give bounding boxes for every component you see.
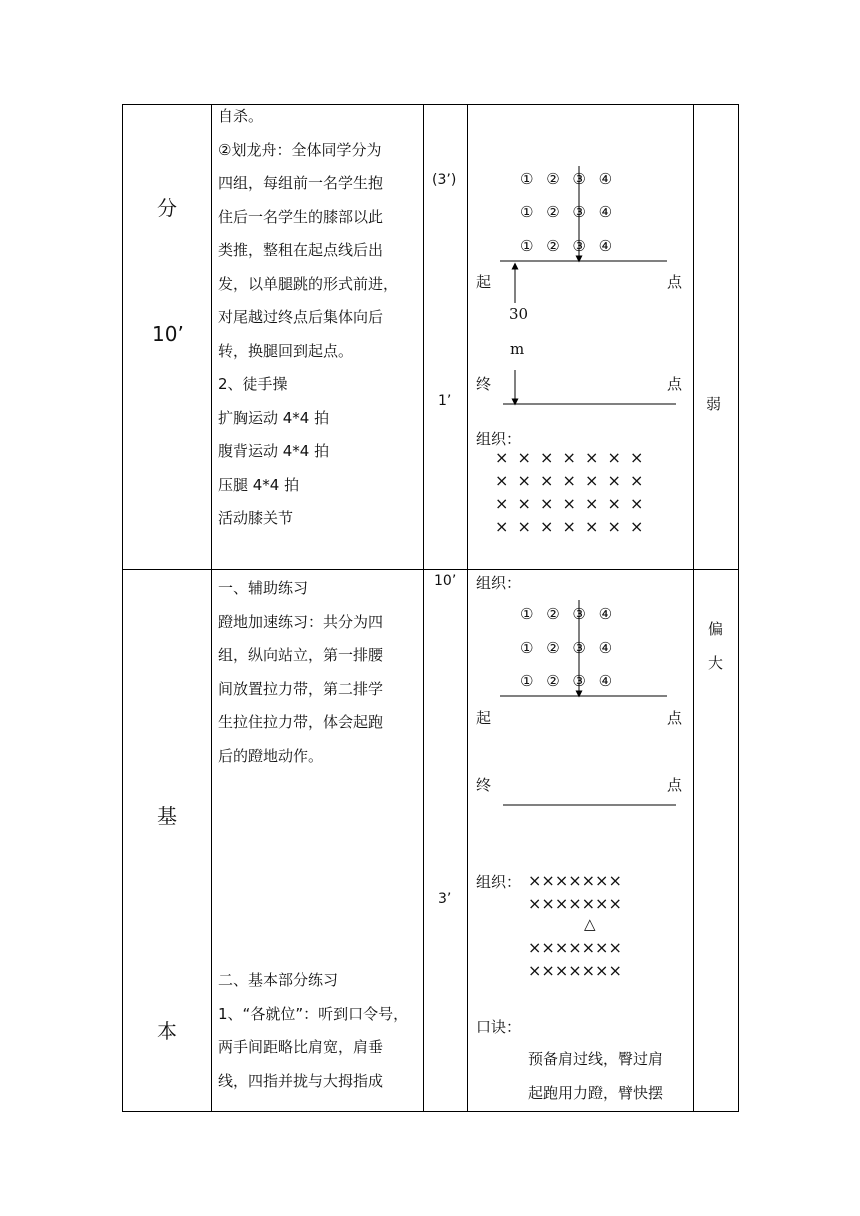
content-line: 1、“各就位”：听到口令号， (218, 1004, 409, 1023)
end-label-left: 终 (476, 776, 492, 794)
content-line: 组，纵向站立，第一排腰 (218, 646, 384, 664)
end-label-right: 点 (667, 375, 683, 393)
chant-line: 预备肩过线，臀过肩 (528, 1050, 664, 1068)
content-line: 腹背运动 4*4 拍 (218, 442, 330, 460)
content-line: 类推，整租在起点线后出 (218, 241, 384, 259)
circle-row: ① ② ③ ④ (520, 237, 613, 255)
content-line: 两手间距略比肩宽，肩垂 (218, 1038, 384, 1056)
content-line: 一、辅助练习 (218, 579, 309, 597)
distance-number: 30 (509, 305, 529, 323)
end-label-left: 终 (476, 375, 492, 393)
content-line: 线，四指并拢与大拇指成 (218, 1071, 384, 1090)
content-line: 2、徒手操 (218, 375, 288, 393)
content-line: 间放置拉力带，第二排学 (218, 679, 384, 698)
cross-row: × × × × × × × (495, 471, 644, 490)
content-line: 蹬地加速练习：共分为四 (218, 612, 384, 631)
content-line: 压腿 4*4 拍 (218, 475, 300, 494)
org-label: 组织： (476, 873, 522, 891)
chant-line: 起跑用力蹬，臂快摆 (528, 1084, 664, 1102)
content-line: 发，以单腿跳的形式前进， (218, 274, 399, 293)
start-label-left: 起 (476, 273, 492, 291)
content-line: 转，换腿回到起点。 (218, 341, 354, 360)
circle-row: ① ② ③ ④ (520, 170, 613, 188)
org-label: 组织： (476, 574, 522, 592)
cross-row: × × × × × × × (495, 448, 644, 467)
content-line: 后的蹬地动作。 (218, 746, 324, 765)
circle-row: ① ② ③ ④ (520, 203, 613, 221)
chant-label: 口诀： (476, 1018, 522, 1036)
content-line: 二、基本部分练习 (218, 971, 339, 989)
content-line: 对尾越过终点后集体向后 (218, 308, 384, 326)
cross-row: × × × × × × × (495, 517, 644, 536)
intensity-label: 大 (708, 654, 724, 672)
intensity-label: 偏 (708, 620, 724, 638)
distance-unit: m (510, 340, 525, 358)
time-value: (3’) (432, 172, 457, 188)
circle-row: ① ② ③ ④ (520, 605, 613, 623)
content-line: ②划龙舟：全体同学分为 (218, 140, 382, 159)
org-label: 组织： (476, 430, 522, 448)
content-line: 生拉住拉力带，体会起跑 (218, 713, 384, 731)
circle-row: ① ② ③ ④ (520, 672, 613, 690)
cross-row: ××××××× (528, 961, 622, 980)
time-value: 3’ (438, 891, 452, 907)
teacher-symbol: △ (584, 915, 596, 933)
circle-row: ① ② ③ ④ (520, 639, 613, 657)
time-value: 10’ (434, 573, 457, 589)
time-value: 1’ (438, 393, 452, 409)
section-char: 基 (157, 804, 177, 828)
cross-row: ××××××× (528, 938, 622, 957)
content-line: 活动膝关节 (218, 509, 294, 527)
cross-row: ××××××× (528, 894, 622, 913)
start-label-right: 点 (667, 273, 683, 291)
section-char: 分 (157, 196, 177, 220)
end-label-right: 点 (667, 776, 683, 794)
start-label-right: 点 (667, 709, 683, 727)
content-line: 四组，每组前一名学生抱 (218, 174, 384, 192)
section-duration: 10’ (152, 322, 184, 346)
start-label-left: 起 (476, 709, 492, 727)
cross-row: ××××××× (528, 871, 622, 890)
content-line: 扩胸运动 4*4 拍 (218, 408, 330, 427)
content-line: 自杀。 (218, 107, 264, 125)
section-char: 本 (157, 1019, 177, 1043)
cross-row: × × × × × × × (495, 494, 644, 513)
content-line: 住后一名学生的膝部以此 (218, 207, 384, 226)
intensity-label: 弱 (706, 395, 722, 413)
